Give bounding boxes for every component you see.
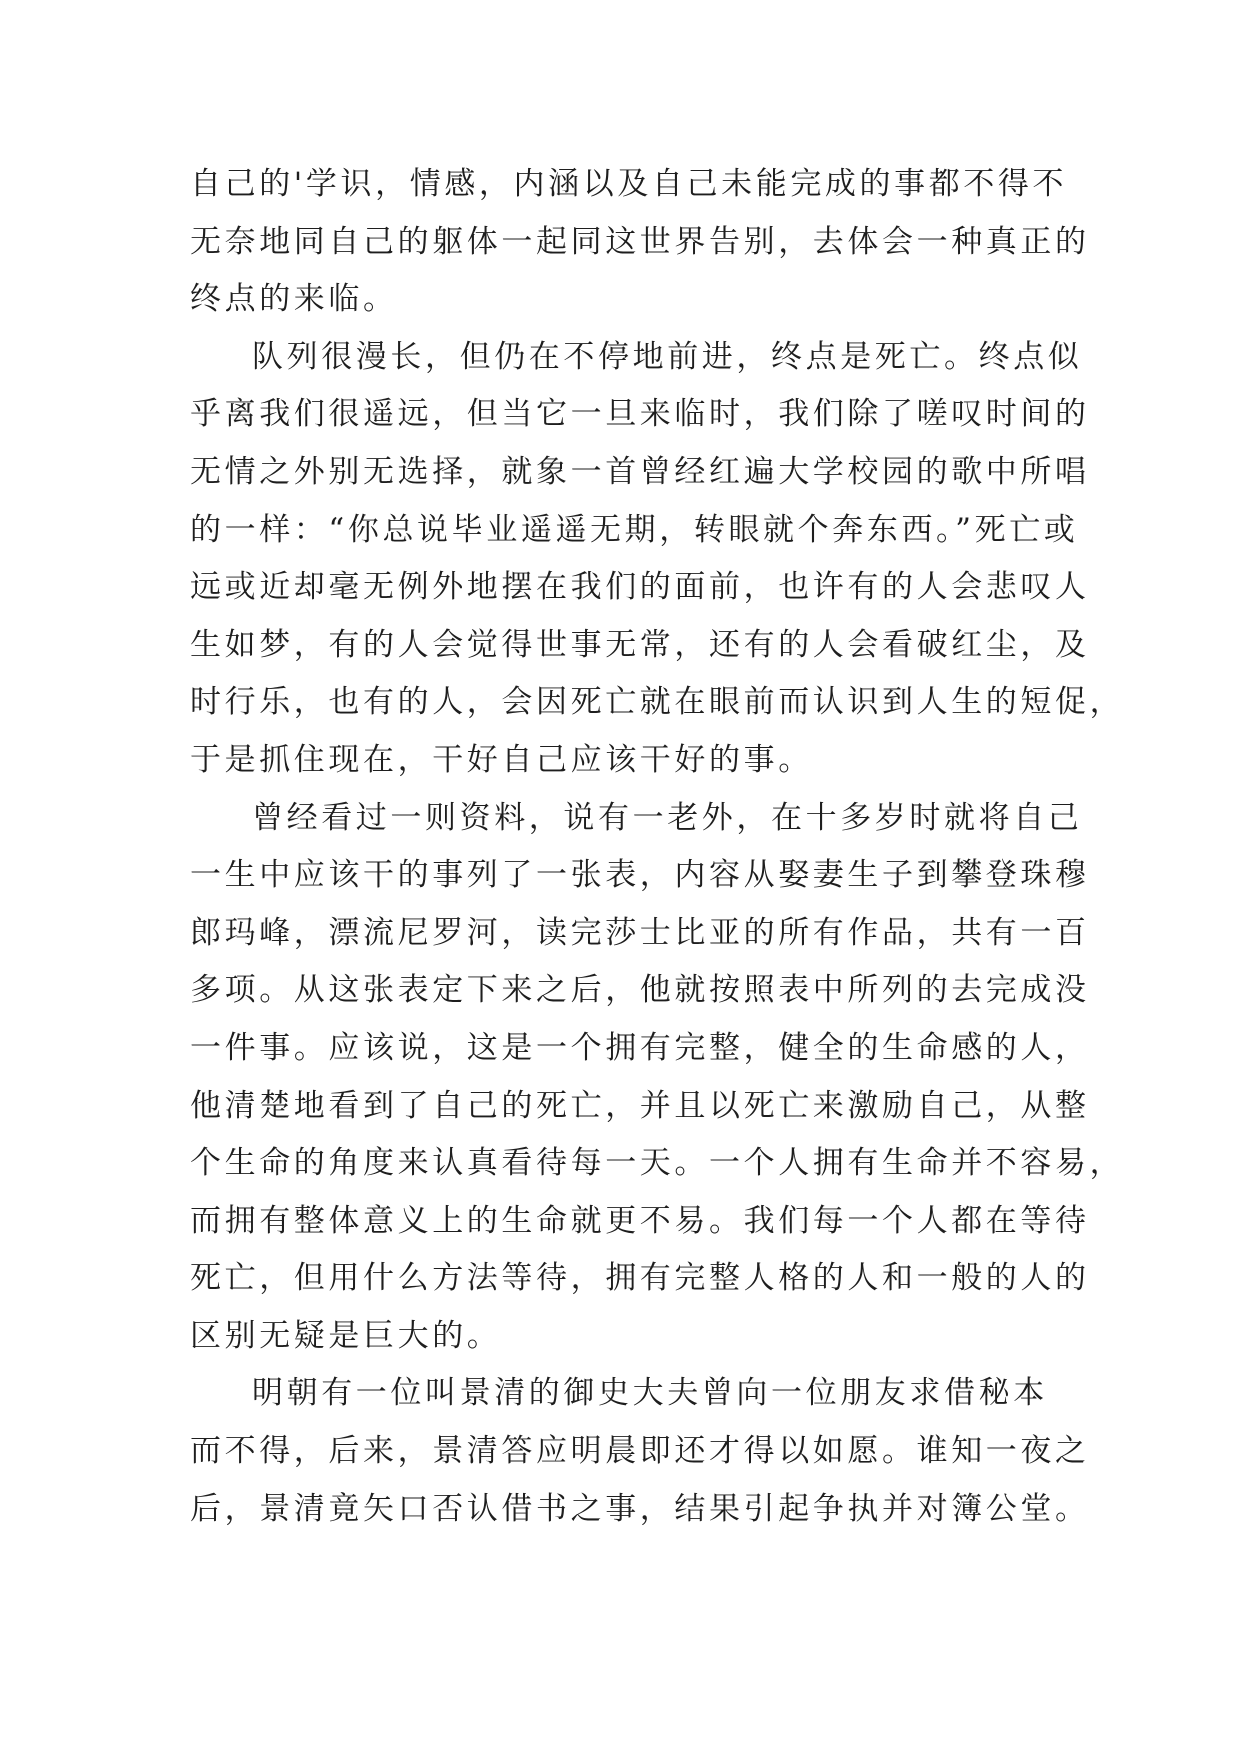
text-line: 自己的'学识，情感，内涵以及自己未能完成的事都不得不 bbox=[190, 166, 1068, 202]
text-line: 个生命的角度来认真看待每一天。一个人拥有生命并不容易， bbox=[190, 1145, 1125, 1182]
text-line: 明朝有一位叫景清的御史大夫曾向一位朋友求借秘本 bbox=[252, 1375, 1048, 1412]
paragraph-1 bbox=[190, 156, 1090, 329]
text-line: 而不得，后来，景清答应明晨即还才得以如愿。谁知一夜之 bbox=[190, 1433, 1090, 1470]
text-line: 乎离我们很遥远，但当它一旦来临时，我们除了嗟叹时间的 bbox=[190, 396, 1090, 433]
text-line: 曾经看过一则资料，说有一老外，在十多岁时就将自己 bbox=[252, 799, 1083, 836]
text-line: 远或近却毫无例外地摆在我们的面前，也许有的人会悲叹人 bbox=[190, 569, 1090, 606]
text-line: 郎玛峰，漂流尼罗河，读完莎士比亚的所有作品，共有一百 bbox=[190, 914, 1090, 951]
text-line: 后，景清竟矢口否认借书之事，结果引起争执并对簿公堂。 bbox=[190, 1490, 1090, 1527]
text-line: 生如梦，有的人会觉得世事无常，还有的人会看破红尘，及 bbox=[190, 626, 1090, 663]
text-line: 队列很漫长，但仍在不停地前进，终点是死亡。终点似 bbox=[252, 338, 1083, 375]
text-line: 终点的来临。 bbox=[190, 281, 398, 318]
text-line: 一件事。应该说，这是一个拥有完整，健全的生命感的人， bbox=[190, 1029, 1090, 1066]
text-line: 他清楚地看到了自己的死亡，并且以死亡来激励自己，从整 bbox=[190, 1087, 1090, 1124]
paragraph-4 bbox=[190, 1365, 1090, 1538]
text-line: 无奈地同自己的躯体一起同这世界告别，去体会一种真正的 bbox=[190, 223, 1090, 260]
text-line: 时行乐，也有的人，会因死亡就在眼前而认识到人生的短促， bbox=[190, 684, 1125, 721]
text-line: 无情之外别无选择，就象一首曾经红遍大学校园的歌中所唱 bbox=[190, 453, 1090, 490]
text-line: 而拥有整体意义上的生命就更不易。我们每一个人都在等待 bbox=[190, 1202, 1090, 1239]
paragraph-3 bbox=[190, 790, 1125, 1366]
text-line: 一生中应该干的事列了一张表，内容从娶妻生子到攀登珠穆 bbox=[190, 857, 1090, 894]
document-body bbox=[190, 156, 1125, 1538]
text-line: 死亡，但用什么方法等待，拥有完整人格的人和一般的人的 bbox=[190, 1260, 1090, 1297]
paragraph-2 bbox=[190, 329, 1125, 790]
text-line: 多项。从这张表定下来之后，他就按照表中所列的去完成没 bbox=[190, 972, 1090, 1009]
text-line: 于是抓住现在，干好自己应该干好的事。 bbox=[190, 741, 813, 778]
text-line: 区别无疑是巨大的。 bbox=[190, 1317, 502, 1354]
text-line: 的一样：“你总说毕业遥遥无期，转眼就个奔东西。”死亡或 bbox=[190, 511, 1079, 548]
